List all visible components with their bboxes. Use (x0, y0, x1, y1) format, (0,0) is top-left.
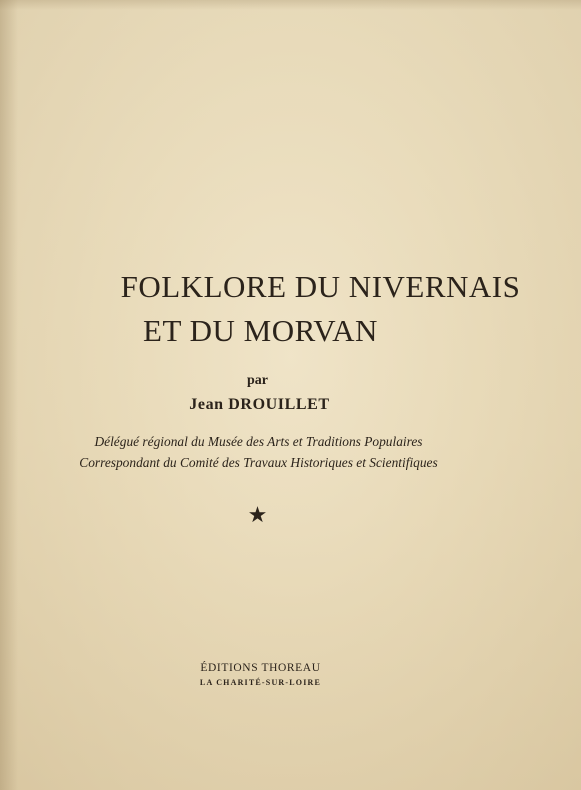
author-role-2: Correspondant du Comité des Travaux Historiques et Scientifiques (79, 455, 438, 470)
publisher-place: LA CHARITÉ-SUR-LOIRE (199, 678, 322, 687)
publisher-name: ÉDITIONS THOREAU (200, 662, 321, 674)
author-name: Jean DROUILLET (189, 396, 330, 413)
star-icon: ★ (247, 503, 268, 528)
author-role-1: Délégué régional du Musée des Arts et Traditions Populaires (94, 434, 423, 449)
byline-par: par (247, 373, 268, 388)
book-title-line-1: FOLKLORE DU NIVERNAIS (120, 269, 521, 304)
book-title-line-2: ET DU MORVAN (143, 313, 378, 348)
